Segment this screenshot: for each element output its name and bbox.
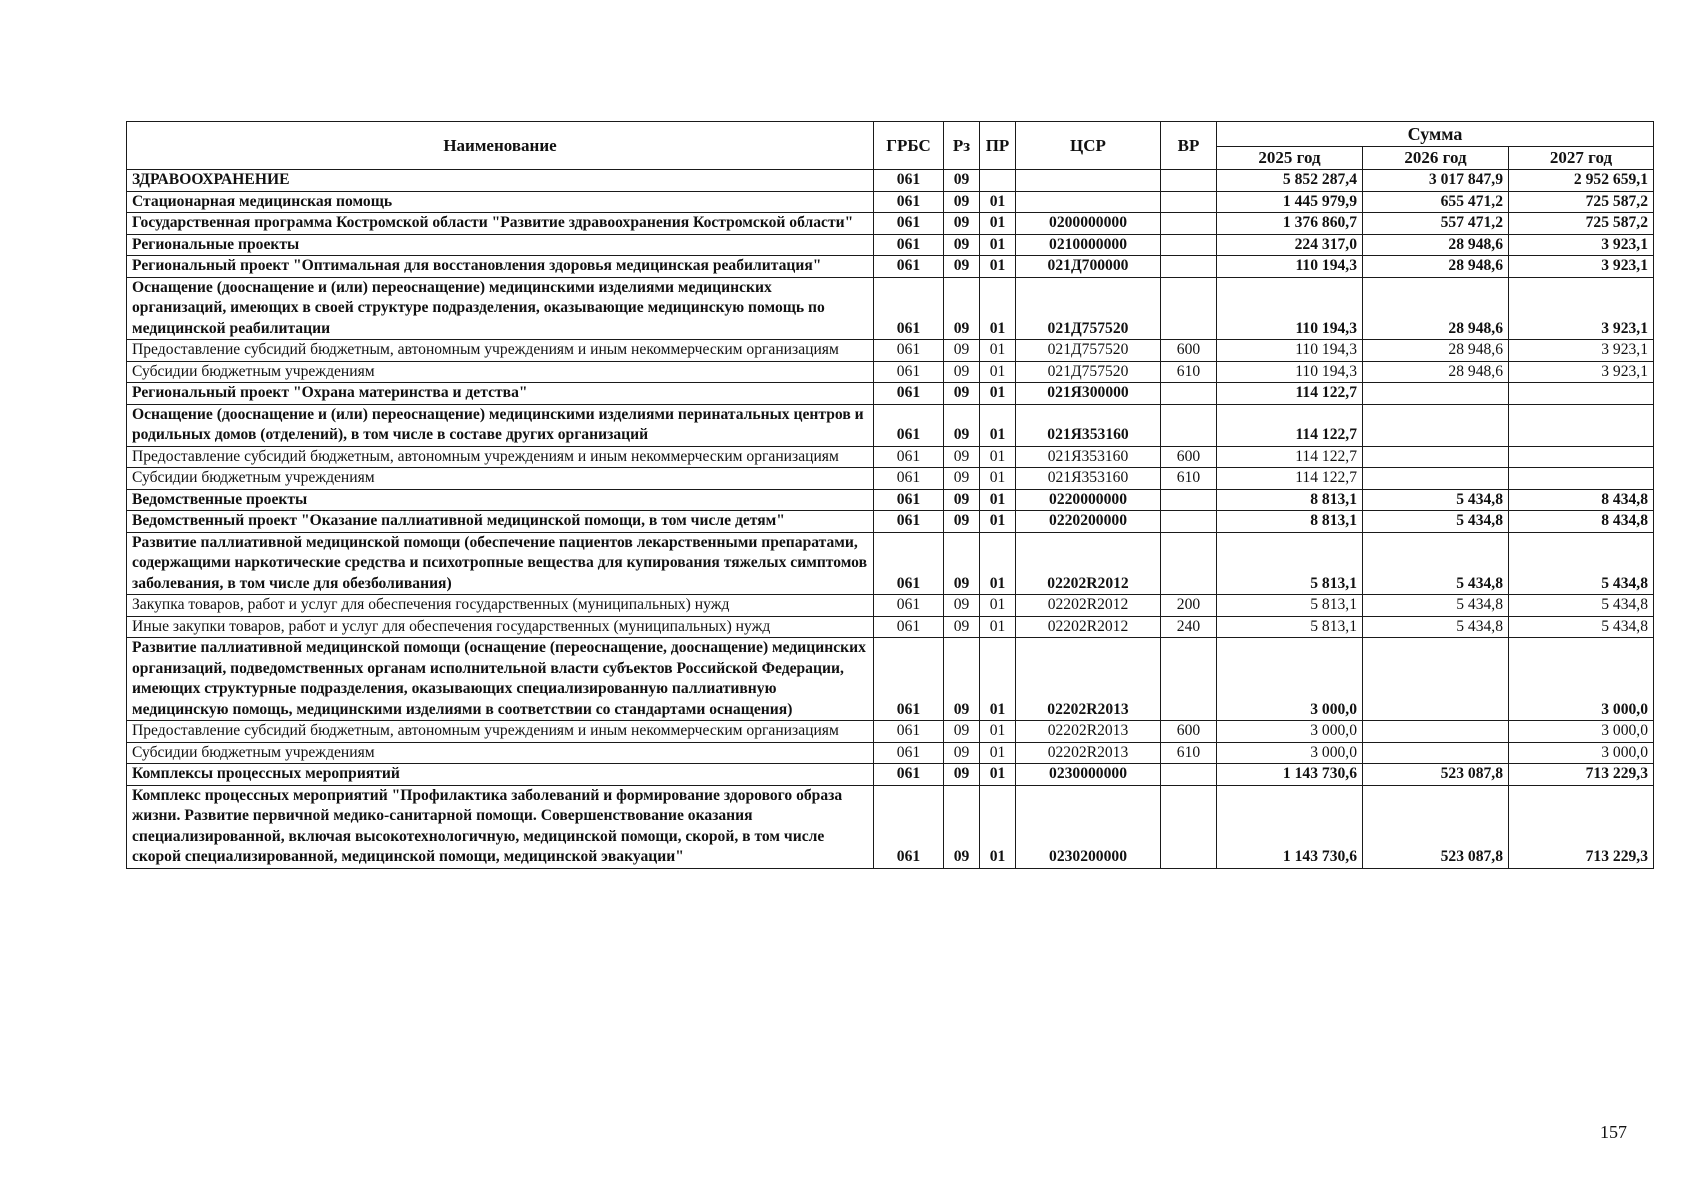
- table-row: [127, 404, 1654, 446]
- cell-vr: [1161, 256, 1217, 278]
- cell-sum-2025: 114 122,7: [1217, 446, 1363, 468]
- cell-rz: 09: [944, 785, 980, 868]
- table-row: [127, 170, 1654, 192]
- cell-vr: [1161, 489, 1217, 511]
- table-row: [127, 785, 1654, 868]
- cell-rz: 09: [944, 742, 980, 764]
- cell-name: Ведомственный проект "Оказание паллиативной медицинской помощи, в том числе детям": [127, 511, 874, 533]
- cell-name: Оснащение (дооснащение и (или) переоснащение) медицинскими изделиями перинатальных центров и родильных домов (отделений), в том числе в составе других организаций: [127, 404, 874, 446]
- cell-sum-2027: [1509, 404, 1654, 446]
- cell-rz: 09: [944, 595, 980, 617]
- cell-csr: 021Я353160: [1016, 468, 1161, 490]
- cell-sum-2025: 3 000,0: [1217, 742, 1363, 764]
- cell-sum-2026: [1363, 721, 1509, 743]
- cell-grbs: 061: [874, 340, 944, 362]
- cell-sum-2026: 5 434,8: [1363, 511, 1509, 533]
- cell-sum-2027: [1509, 446, 1654, 468]
- header-pr: ПР: [980, 122, 1016, 170]
- cell-pr: 01: [980, 489, 1016, 511]
- cell-name: Предоставление субсидий бюджетным, автономным учреждениям и иным некоммерческим организациям: [127, 446, 874, 468]
- cell-grbs: 061: [874, 404, 944, 446]
- cell-name: Иные закупки товаров, работ и услуг для обеспечения государственных (муниципальных) нужд: [127, 616, 874, 638]
- cell-pr: 01: [980, 764, 1016, 786]
- cell-sum-2027: 3 000,0: [1509, 638, 1654, 721]
- cell-rz: 09: [944, 404, 980, 446]
- cell-sum-2027: 5 434,8: [1509, 616, 1654, 638]
- cell-csr: 021Д757520: [1016, 340, 1161, 362]
- cell-csr: 021Я353160: [1016, 446, 1161, 468]
- cell-grbs: 061: [874, 489, 944, 511]
- cell-name: Региональный проект "Оптимальная для восстановления здоровья медицинская реабилитация": [127, 256, 874, 278]
- cell-rz: 09: [944, 616, 980, 638]
- table-row: [127, 616, 1654, 638]
- table-row: [127, 532, 1654, 595]
- cell-grbs: 061: [874, 595, 944, 617]
- cell-sum-2025: 114 122,7: [1217, 468, 1363, 490]
- header-rz: Рз: [944, 122, 980, 170]
- cell-sum-2025: 114 122,7: [1217, 404, 1363, 446]
- cell-csr: 0200000000: [1016, 213, 1161, 235]
- table-row: [127, 595, 1654, 617]
- cell-sum-2026: 523 087,8: [1363, 785, 1509, 868]
- cell-grbs: 061: [874, 170, 944, 192]
- cell-sum-2025: 1 445 979,9: [1217, 191, 1363, 213]
- cell-grbs: 061: [874, 764, 944, 786]
- cell-vr: [1161, 764, 1217, 786]
- cell-rz: 09: [944, 638, 980, 721]
- table-row: [127, 468, 1654, 490]
- cell-vr: [1161, 638, 1217, 721]
- cell-sum-2026: 557 471,2: [1363, 213, 1509, 235]
- header-vr: ВР: [1161, 122, 1217, 170]
- cell-name: Комплексы процессных мероприятий: [127, 764, 874, 786]
- cell-sum-2026: [1363, 638, 1509, 721]
- cell-rz: 09: [944, 511, 980, 533]
- table-row: [127, 213, 1654, 235]
- cell-sum-2025: 1 143 730,6: [1217, 785, 1363, 868]
- cell-sum-2025: 114 122,7: [1217, 383, 1363, 405]
- cell-sum-2027: 8 434,8: [1509, 489, 1654, 511]
- cell-csr: 02202R2012: [1016, 595, 1161, 617]
- cell-vr: 610: [1161, 742, 1217, 764]
- cell-sum-2027: 3 000,0: [1509, 742, 1654, 764]
- cell-pr: [980, 170, 1016, 192]
- cell-pr: 01: [980, 340, 1016, 362]
- cell-csr: 021Д757520: [1016, 277, 1161, 340]
- cell-vr: 600: [1161, 446, 1217, 468]
- cell-sum-2027: 713 229,3: [1509, 785, 1654, 868]
- cell-vr: [1161, 234, 1217, 256]
- header-csr: ЦСР: [1016, 122, 1161, 170]
- cell-vr: 600: [1161, 721, 1217, 743]
- cell-name: Региональные проекты: [127, 234, 874, 256]
- cell-rz: 09: [944, 234, 980, 256]
- table-row: [127, 383, 1654, 405]
- cell-sum-2025: 110 194,3: [1217, 256, 1363, 278]
- cell-sum-2027: 3 923,1: [1509, 340, 1654, 362]
- cell-sum-2026: 655 471,2: [1363, 191, 1509, 213]
- cell-csr: 0230000000: [1016, 764, 1161, 786]
- cell-name: Развитие паллиативной медицинской помощи (обеспечение пациентов лекарственными препаратами, содержащими наркотические средства и психотропные вещества для купирования тяжелых симптомов заболевания, в том числе для обезболивания): [127, 532, 874, 595]
- cell-rz: 09: [944, 191, 980, 213]
- cell-csr: [1016, 170, 1161, 192]
- cell-sum-2027: 3 923,1: [1509, 361, 1654, 383]
- cell-rz: 09: [944, 489, 980, 511]
- cell-sum-2027: 5 434,8: [1509, 595, 1654, 617]
- cell-sum-2026: 523 087,8: [1363, 764, 1509, 786]
- cell-grbs: 061: [874, 532, 944, 595]
- cell-name: Закупка товаров, работ и услуг для обеспечения государственных (муниципальных) нужд: [127, 595, 874, 617]
- cell-sum-2027: 3 000,0: [1509, 721, 1654, 743]
- cell-sum-2026: 28 948,6: [1363, 256, 1509, 278]
- cell-grbs: 061: [874, 383, 944, 405]
- cell-name: ЗДРАВООХРАНЕНИЕ: [127, 170, 874, 192]
- cell-csr: 02202R2013: [1016, 721, 1161, 743]
- cell-name: Предоставление субсидий бюджетным, автономным учреждениям и иным некоммерческим организациям: [127, 340, 874, 362]
- cell-sum-2026: 28 948,6: [1363, 234, 1509, 256]
- cell-sum-2025: 5 813,1: [1217, 532, 1363, 595]
- cell-pr: 01: [980, 595, 1016, 617]
- cell-csr: 021Д757520: [1016, 361, 1161, 383]
- cell-csr: 021Я300000: [1016, 383, 1161, 405]
- cell-name: Предоставление субсидий бюджетным, автономным учреждениям и иным некоммерческим организациям: [127, 721, 874, 743]
- cell-csr: 021Я353160: [1016, 404, 1161, 446]
- cell-vr: [1161, 532, 1217, 595]
- cell-sum-2026: [1363, 446, 1509, 468]
- cell-pr: 01: [980, 446, 1016, 468]
- cell-name: Ведомственные проекты: [127, 489, 874, 511]
- table-row: [127, 511, 1654, 533]
- cell-vr: [1161, 191, 1217, 213]
- cell-rz: 09: [944, 256, 980, 278]
- cell-pr: 01: [980, 383, 1016, 405]
- cell-sum-2026: 5 434,8: [1363, 595, 1509, 617]
- cell-csr: 02202R2013: [1016, 742, 1161, 764]
- cell-pr: 01: [980, 277, 1016, 340]
- cell-pr: 01: [980, 742, 1016, 764]
- cell-sum-2025: 5 852 287,4: [1217, 170, 1363, 192]
- cell-name: Развитие паллиативной медицинской помощи (оснащение (переоснащение, дооснащение) медицинских организаций, подведомственных органам исполнительной власти субъектов Российской Федерации, имеющих структурные подразделения, оказывающих специализированную паллиативную медицинскую помощь, медицинскими изделиями в соответствии со стандартами оснащения): [127, 638, 874, 721]
- cell-grbs: 061: [874, 468, 944, 490]
- cell-grbs: 061: [874, 256, 944, 278]
- cell-rz: 09: [944, 277, 980, 340]
- cell-csr: [1016, 191, 1161, 213]
- cell-sum-2026: 28 948,6: [1363, 340, 1509, 362]
- cell-sum-2026: [1363, 468, 1509, 490]
- cell-vr: [1161, 383, 1217, 405]
- table-row: [127, 742, 1654, 764]
- cell-pr: 01: [980, 785, 1016, 868]
- cell-sum-2027: 3 923,1: [1509, 277, 1654, 340]
- cell-sum-2025: 1 376 860,7: [1217, 213, 1363, 235]
- cell-sum-2025: 5 813,1: [1217, 595, 1363, 617]
- table-row: [127, 721, 1654, 743]
- cell-sum-2027: 3 923,1: [1509, 234, 1654, 256]
- cell-csr: 021Д700000: [1016, 256, 1161, 278]
- header-year-2027: 2027 год: [1509, 147, 1654, 170]
- cell-grbs: 061: [874, 191, 944, 213]
- cell-sum-2027: 725 587,2: [1509, 191, 1654, 213]
- cell-pr: 01: [980, 616, 1016, 638]
- table-row: [127, 489, 1654, 511]
- cell-name: Оснащение (дооснащение и (или) переоснащение) медицинскими изделиями медицинских организаций, имеющих в своей структуре подразделения, оказывающие медицинскую помощь по медицинской реабилитации: [127, 277, 874, 340]
- cell-rz: 09: [944, 721, 980, 743]
- cell-csr: 02202R2013: [1016, 638, 1161, 721]
- cell-sum-2027: 2 952 659,1: [1509, 170, 1654, 192]
- cell-csr: 02202R2012: [1016, 616, 1161, 638]
- cell-sum-2025: 110 194,3: [1217, 361, 1363, 383]
- cell-rz: 09: [944, 446, 980, 468]
- cell-name: Стационарная медицинская помощь: [127, 191, 874, 213]
- cell-vr: 600: [1161, 340, 1217, 362]
- header-year-2026: 2026 год: [1363, 147, 1509, 170]
- cell-grbs: 061: [874, 277, 944, 340]
- cell-pr: 01: [980, 404, 1016, 446]
- cell-name: Региональный проект "Охрана материнства и детства": [127, 383, 874, 405]
- cell-sum-2025: 224 317,0: [1217, 234, 1363, 256]
- cell-sum-2027: 8 434,8: [1509, 511, 1654, 533]
- cell-sum-2026: [1363, 404, 1509, 446]
- cell-grbs: 061: [874, 213, 944, 235]
- cell-grbs: 061: [874, 361, 944, 383]
- cell-pr: 01: [980, 213, 1016, 235]
- cell-pr: 01: [980, 468, 1016, 490]
- cell-rz: 09: [944, 468, 980, 490]
- cell-csr: 0220200000: [1016, 511, 1161, 533]
- cell-name: Государственная программа Костромской области "Развитие здравоохранения Костромской области": [127, 213, 874, 235]
- cell-rz: 09: [944, 340, 980, 362]
- cell-vr: 610: [1161, 468, 1217, 490]
- cell-sum-2027: 5 434,8: [1509, 532, 1654, 595]
- cell-grbs: 061: [874, 511, 944, 533]
- table-row: [127, 361, 1654, 383]
- table-row: [127, 191, 1654, 213]
- table-row: [127, 256, 1654, 278]
- cell-pr: 01: [980, 234, 1016, 256]
- cell-rz: 09: [944, 361, 980, 383]
- cell-sum-2025: 1 143 730,6: [1217, 764, 1363, 786]
- cell-grbs: 061: [874, 721, 944, 743]
- cell-pr: 01: [980, 532, 1016, 595]
- cell-grbs: 061: [874, 742, 944, 764]
- cell-name: Субсидии бюджетным учреждениям: [127, 361, 874, 383]
- cell-rz: 09: [944, 170, 980, 192]
- cell-sum-2026: [1363, 383, 1509, 405]
- cell-vr: [1161, 404, 1217, 446]
- cell-sum-2025: 5 813,1: [1217, 616, 1363, 638]
- header-grbs: ГРБС: [874, 122, 944, 170]
- table-row: [127, 764, 1654, 786]
- cell-csr: 0230200000: [1016, 785, 1161, 868]
- table-row: [127, 638, 1654, 721]
- cell-sum-2025: 110 194,3: [1217, 340, 1363, 362]
- cell-rz: 09: [944, 383, 980, 405]
- cell-sum-2027: 3 923,1: [1509, 256, 1654, 278]
- header-sum: Сумма: [1217, 122, 1654, 147]
- cell-sum-2025: 8 813,1: [1217, 489, 1363, 511]
- cell-csr: 0210000000: [1016, 234, 1161, 256]
- cell-rz: 09: [944, 532, 980, 595]
- cell-sum-2026: 3 017 847,9: [1363, 170, 1509, 192]
- cell-sum-2027: 713 229,3: [1509, 764, 1654, 786]
- cell-vr: [1161, 785, 1217, 868]
- cell-sum-2026: 5 434,8: [1363, 489, 1509, 511]
- table-row: [127, 277, 1654, 340]
- cell-sum-2026: [1363, 742, 1509, 764]
- cell-sum-2025: 3 000,0: [1217, 721, 1363, 743]
- cell-sum-2026: 28 948,6: [1363, 361, 1509, 383]
- cell-sum-2025: 3 000,0: [1217, 638, 1363, 721]
- cell-pr: 01: [980, 721, 1016, 743]
- header-name: Наименование: [127, 122, 874, 170]
- cell-pr: 01: [980, 361, 1016, 383]
- cell-sum-2027: [1509, 468, 1654, 490]
- cell-grbs: 061: [874, 616, 944, 638]
- cell-rz: 09: [944, 764, 980, 786]
- cell-sum-2026: 5 434,8: [1363, 532, 1509, 595]
- cell-pr: 01: [980, 256, 1016, 278]
- table-row: [127, 340, 1654, 362]
- cell-pr: 01: [980, 191, 1016, 213]
- cell-grbs: 061: [874, 446, 944, 468]
- cell-grbs: 061: [874, 234, 944, 256]
- cell-pr: 01: [980, 638, 1016, 721]
- cell-sum-2027: 725 587,2: [1509, 213, 1654, 235]
- cell-sum-2026: 28 948,6: [1363, 277, 1509, 340]
- cell-vr: 610: [1161, 361, 1217, 383]
- table-row: [127, 234, 1654, 256]
- cell-vr: [1161, 170, 1217, 192]
- cell-csr: 0220000000: [1016, 489, 1161, 511]
- cell-name: Комплекс процессных мероприятий "Профилактика заболеваний и формирование здорового образа жизни. Развитие первичной медико-санитарной помощи. Совершенствование оказания специализированной, включая высокотехнологичную, медицинской помощи, скорой, в том числе скорой специализированной, медицинской помощи, медицинской эвакуации": [127, 785, 874, 868]
- cell-sum-2025: 8 813,1: [1217, 511, 1363, 533]
- cell-csr: 02202R2012: [1016, 532, 1161, 595]
- table-body: [127, 170, 1654, 869]
- cell-vr: [1161, 511, 1217, 533]
- budget-table: [126, 121, 1654, 869]
- cell-sum-2026: 5 434,8: [1363, 616, 1509, 638]
- cell-pr: 01: [980, 511, 1016, 533]
- cell-grbs: 061: [874, 638, 944, 721]
- cell-sum-2025: 110 194,3: [1217, 277, 1363, 340]
- cell-vr: 200: [1161, 595, 1217, 617]
- header-year-2025: 2025 год: [1217, 147, 1363, 170]
- cell-vr: 240: [1161, 616, 1217, 638]
- cell-vr: [1161, 277, 1217, 340]
- cell-grbs: 061: [874, 785, 944, 868]
- page-number: 157: [1600, 1122, 1627, 1142]
- cell-sum-2027: [1509, 383, 1654, 405]
- cell-name: Субсидии бюджетным учреждениям: [127, 468, 874, 490]
- cell-name: Субсидии бюджетным учреждениям: [127, 742, 874, 764]
- cell-rz: 09: [944, 213, 980, 235]
- table-row: [127, 446, 1654, 468]
- cell-vr: [1161, 213, 1217, 235]
